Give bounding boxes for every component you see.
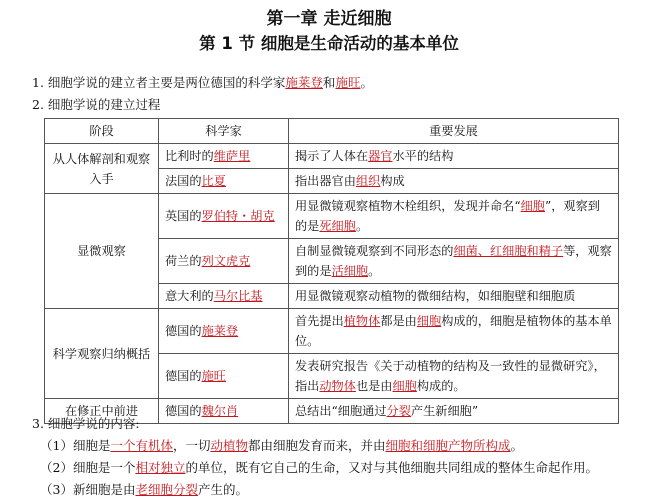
scientist-cell — [159, 144, 289, 169]
table-row — [45, 309, 619, 354]
chapter-title: 第一章 走近细胞 — [266, 9, 392, 29]
header-scientist: 科学家 — [159, 119, 289, 144]
paragraph-1 — [32, 74, 373, 92]
answer-schwann: 施旺 — [201, 369, 226, 383]
scientist-country: 荷兰的 — [165, 254, 202, 268]
answer-cell-products: 细胞和细胞产物所构成 — [385, 438, 511, 453]
scientist-country: 德国的 — [165, 404, 202, 418]
development-cell — [289, 309, 619, 354]
p1-end: 。 — [360, 75, 373, 90]
paragraph-3-heading: 3. 细胞学说的内容: — [32, 416, 140, 431]
dev-text: 水平的结构 — [392, 149, 454, 163]
scientist-country: 比利时的 — [165, 149, 214, 163]
answer-animal-body: 动物体 — [319, 379, 356, 393]
development-cell — [289, 194, 619, 239]
p1-and: 和 — [322, 75, 336, 90]
development-cell — [289, 399, 619, 424]
development-cell — [289, 144, 619, 169]
dev-text: 首先提出 — [295, 314, 344, 328]
answer-plants-animals: 动植物 — [210, 438, 248, 453]
answer-organ: 器官 — [368, 149, 393, 163]
stage-cell: 显微观察 — [45, 194, 159, 309]
dev-text: 产生新细胞” — [410, 404, 479, 418]
stage-cell: 在修正中前进 — [45, 399, 159, 424]
scientist-country: 英国的 — [165, 209, 202, 223]
content-item-1 — [40, 437, 523, 455]
answer-bacteria: 细菌、红细胞和精子 — [453, 244, 564, 258]
dev-text: 。 — [355, 219, 369, 233]
dev-text: 等，观察到的是 — [295, 244, 612, 278]
c2-text: 的单位，既有它自己的生命，又对与其他细胞共同组成的整体生命起作用。 — [185, 460, 598, 475]
dev-text: 揭示了人体在 — [295, 149, 369, 163]
answer-organism: 一个有机体 — [110, 438, 173, 453]
scientist-country: 德国的 — [165, 369, 202, 383]
c1-text: 都由细胞发育而来，并由 — [248, 438, 386, 453]
development-cell — [289, 239, 619, 284]
p1-text: 1. 细胞学说的建立者主要是两位德国的科学家 — [32, 75, 286, 90]
dev-text: 也是由 — [355, 379, 393, 393]
answer-dead-cell: 死细胞 — [319, 219, 356, 233]
scientist-cell — [159, 239, 289, 284]
c2-text: （2）细胞是一个 — [40, 460, 136, 475]
answer-tissue: 组织 — [355, 174, 381, 188]
dev-text: 总结出“细胞通过 — [295, 404, 387, 418]
table-header-row — [45, 119, 619, 144]
table-row — [45, 144, 619, 169]
scientist-cell — [159, 399, 289, 424]
header-stage: 阶段 — [45, 119, 159, 144]
answer-living-cell: 活细胞 — [331, 264, 369, 278]
development-cell — [289, 169, 619, 194]
c1-text: （1）细胞是 — [40, 438, 111, 453]
dev-text: 都是由 — [380, 314, 417, 328]
answer-cell: 细胞 — [416, 314, 442, 328]
dev-text: 发表研究报告《关于动植物的结构及一致性的显微研究》，指出 — [295, 359, 606, 393]
dev-text: ”，观察到的是 — [295, 199, 600, 233]
stage-cell: 从人体解剖和观察入手 — [45, 144, 159, 194]
table-row — [45, 194, 619, 239]
scientist-country: 法国的 — [165, 174, 202, 188]
content-item-2 — [40, 459, 598, 477]
answer-independent: 相对独立 — [135, 460, 186, 475]
answer-schleiden: 施莱登 — [285, 75, 323, 90]
answer-cell: 细胞 — [392, 379, 417, 393]
history-table — [44, 118, 619, 424]
answer-schleiden: 施莱登 — [201, 324, 239, 338]
header-development: 重要发展 — [289, 119, 619, 144]
section-title: 第 1 节 细胞是生命活动的基本单位 — [199, 34, 459, 53]
development-cell: 用显微镜观察动植物的微细结构，如细胞壁和细胞质 — [289, 284, 619, 309]
dev-text: 构成的，细胞是植物体的基本单位。 — [295, 314, 612, 348]
c3-text: 产生的。 — [197, 482, 248, 497]
stage-cell: 科学观察归纳概括 — [45, 309, 159, 399]
scientist-cell — [159, 169, 289, 194]
dev-text: 用显微镜观察植物木栓组织，发现并命名“ — [295, 199, 521, 213]
development-cell — [289, 354, 619, 399]
c1-text: ，一切 — [172, 438, 211, 453]
scientist-cell — [159, 284, 289, 309]
answer-schwann: 施旺 — [335, 75, 361, 90]
scientist-country: 意大利的 — [165, 289, 214, 303]
answer-cell: 细胞 — [520, 199, 545, 213]
scientist-cell — [159, 354, 289, 399]
dev-text: 指出器官由 — [295, 174, 356, 188]
answer-leeuwenhoek: 列文虎克 — [201, 254, 251, 268]
c3-text: （3）新细胞是由 — [40, 482, 136, 497]
answer-vesalius: 维萨里 — [213, 149, 251, 163]
answer-malpighi: 马尔比基 — [213, 289, 263, 303]
answer-hooke: 罗伯特・胡克 — [201, 209, 275, 223]
answer-division: 分裂 — [386, 404, 411, 418]
answer-old-cell-division: 老细胞分裂 — [135, 482, 198, 497]
answer-virchow: 魏尔肖 — [201, 404, 239, 418]
paragraph-2-heading: 2. 细胞学说的建立过程 — [32, 97, 161, 112]
content-item-3 — [40, 481, 248, 499]
dev-text: 构成的。 — [416, 379, 466, 393]
scientist-cell — [159, 194, 289, 239]
dev-text: 自制显微镜观察到不同形态的 — [295, 244, 454, 258]
scientist-country: 德国的 — [165, 324, 202, 338]
scientist-cell — [159, 309, 289, 354]
dev-text: 构成 — [380, 174, 405, 188]
answer-plant-body: 植物体 — [343, 314, 381, 328]
answer-bichat: 比夏 — [201, 174, 226, 188]
c1-text: 。 — [510, 438, 524, 453]
dev-text: 。 — [368, 264, 381, 278]
